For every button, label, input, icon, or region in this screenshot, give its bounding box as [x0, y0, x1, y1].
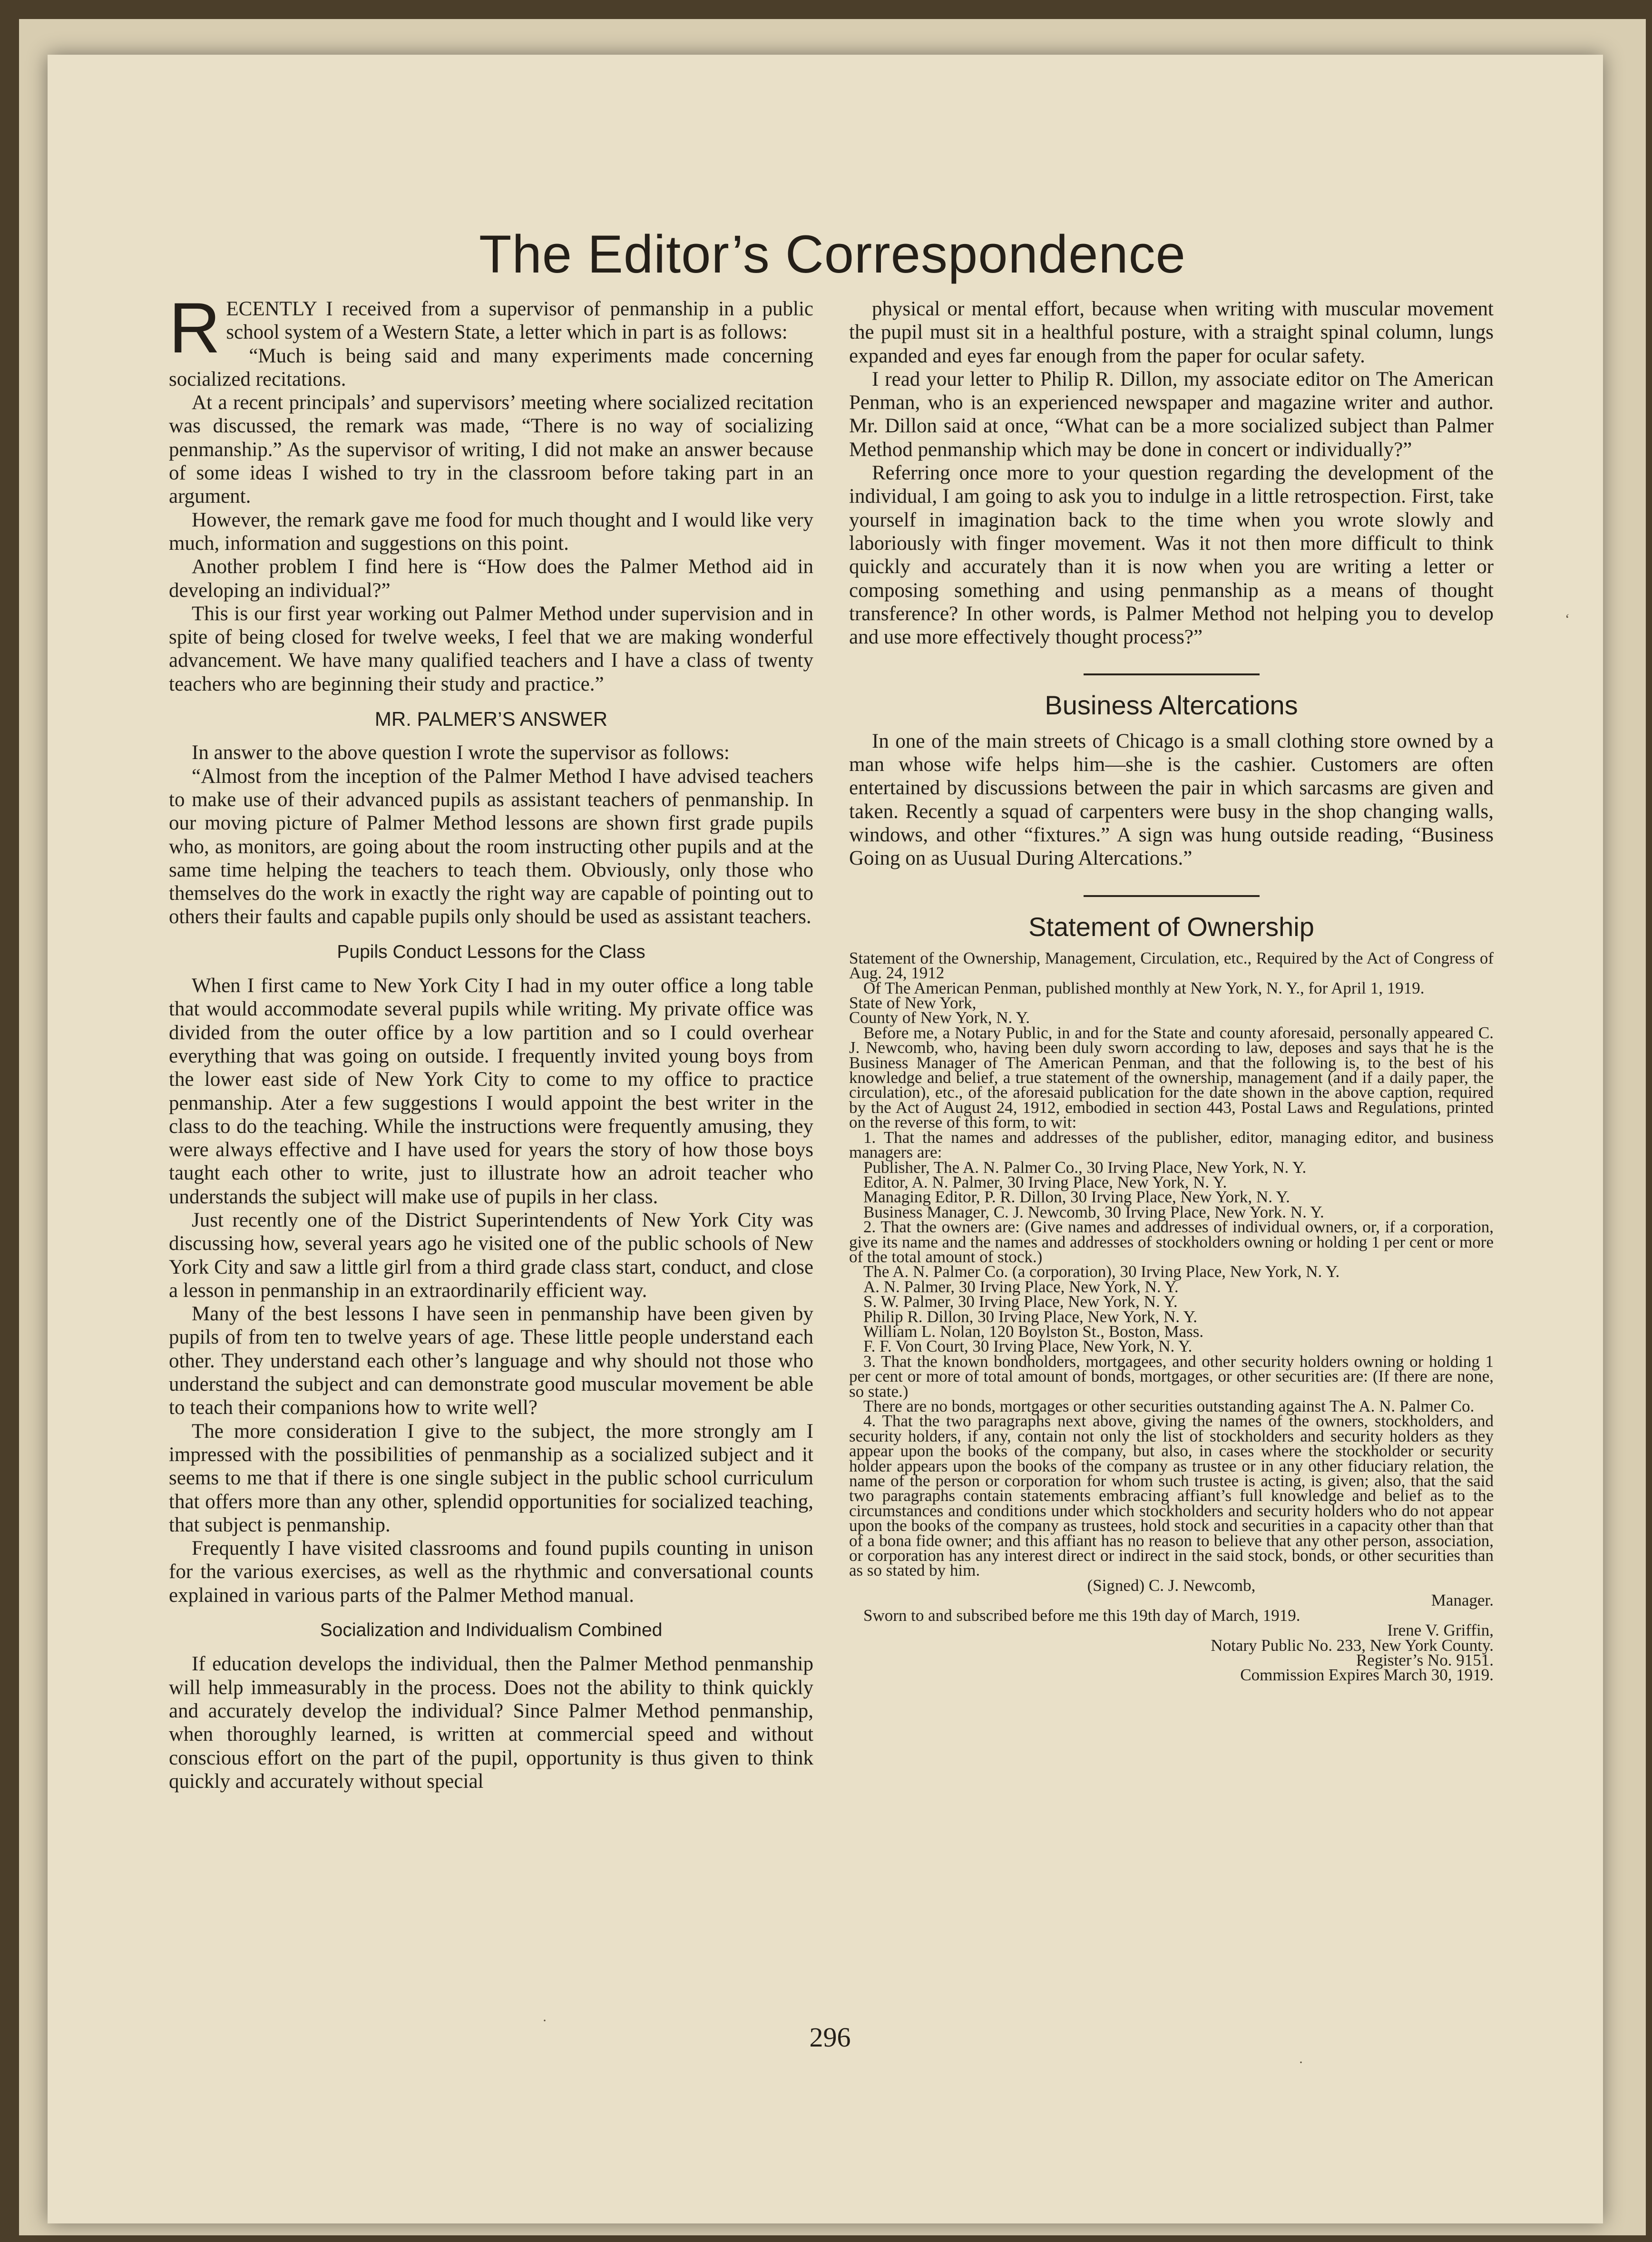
- paragraph: Referring once more to your question regarding the development of the individual, I am going to ask you to indulge in a little retrospection. First, take yourself in imagination back to the time when you wrote slowly and laboriously with finger movement. Was it not then more difficult to think quickly and accurately than it is now when you are writing a letter or composing something and using penmanship as a means of thought transference? In other words, is Palmer Method not helping you to develop and use more effectively thought process?”: [849, 462, 1494, 649]
- subheading-socialization: Socialization and Individualism Combined: [320, 1620, 663, 1641]
- statement-line: Statement of the Ownership, Management, Circulation, etc., Required by the Act of Congress of Aug. 24, 1912: [849, 948, 1494, 983]
- statement-line: F. F. Von Court, 30 Irving Place, New York, N. Y.: [863, 1337, 1193, 1356]
- commission-expiry: Commission Expires March 30, 1919.: [1240, 1666, 1494, 1685]
- heading-statement-of-ownership: Statement of Ownership: [1028, 911, 1314, 942]
- paragraph: I read your letter to Philip R. Dillon, my associate editor on The American Penman, who is an experienced newspaper and magazine writer and author. Mr. Dillon said at once, “What can be a more socialized subject than Palmer Method penmanship which may be done in concert or individually?”: [849, 368, 1494, 461]
- paragraph: “Almost from the inception of the Palmer Method I have advised teachers to make use of their advanced pupils as assistant teachers of penmanship. In our moving picture of Palmer Method lessons are shown first grade pupils who, as monitors, are going about the room instructing other pupils and at the same time helping the teachers to teach them. Obviously, only those who themselves do the work in exactly the right way are capable of pointing out to others their faults and capable pupils only should be used as assistant teachers.: [169, 765, 813, 928]
- notary-name: Irene V. Griffin,: [1387, 1621, 1494, 1640]
- divider-rule: [1084, 673, 1260, 675]
- statement-line: 1. That the names and addresses of the publisher, editor, managing editor, and business managers are:: [849, 1128, 1494, 1162]
- paragraph: Frequently I have visited classrooms and found pupils counting in unison for the various exercises, as well as the rhythmic and conversational counts explained in various parts of the Palmer Method manual.: [169, 1537, 813, 1607]
- print-speck: ·: [542, 2013, 547, 2028]
- statement-line: S. W. Palmer, 30 Irving Place, New York, N. Y.: [863, 1292, 1178, 1311]
- statement-line: 3. That the known bondholders, mortgagees, and other security holders owning or holding 1 per cent or more of total amount of bonds, mortgages, or other securities are: (If there are none, so state.): [849, 1352, 1494, 1401]
- paragraph: Another problem I find here is “How does the Palmer Method aid in developing an individual?”: [169, 556, 813, 602]
- statement-line: 4. That the two paragraphs next above, giving the names of the owners, stockholders, and security holders, if any, contain not only the list of stockholders and security holders as they appear upon the books of the company, but also, in cases where the stockholder or security holder appears upon the books of the company as trustee or in any other fiduciary relation, the name of the person or corporation for whom such trustee is acting, is given; also, that the said two paragraphs contain statements embracing affiant’s full knowledge and belief as to the circumstances and conditions under which stockholders and security holders who do not appear upon the books of the company as trustees, hold stock and securities in a capacity other than that of a bona fide owner; and this affiant has no reason to believe that any other person, association, or corporation has any interest direct or indirect in the said stock, bonds, or other securities than as so stated by him.: [849, 1412, 1494, 1580]
- paragraph: At a recent principals’ and supervisors’ meeting where socialized recitation was discussed, the remark was made, “There is no way of socializing penmanship.” As the supervisor of writing, I did not make an answer because of some ideas I wished to try in the classroom before taking part in an argument.: [169, 391, 813, 508]
- opening-text: ECENTLY I received from a supervisor of penmanship in a public school system of a Western State, a letter which in part is as follows:: [226, 298, 813, 344]
- statement-line: Publisher, The A. N. Palmer Co., 30 Irving Place, New York, N. Y.: [863, 1158, 1307, 1177]
- paragraph: When I first came to New York City I had in my outer office a long table that would accommodate several pupils while writing. My private office was divided from the outer office by a low partition and so I could overhear everything that was going on outside. I frequently invited young boys from the lower east side of New York City to come to my office to practice penmanship. Ater a few suggestions I would appoint the best writer in the class to do the teaching. While the instructions were frequently amusing, they were always effective and I have used for years the story of how those boys taught each other to write, just to illustrate how an adroit teacher who understands the subject will make use of pupils in her class.: [169, 975, 813, 1208]
- statement-line: Before me, a Notary Public, in and for the State and county aforesaid, personally appeared C. J. Newcomb, who, having been duly sworn according to law, deposes and says that he is the Business Manager of The American Penman, and that the following is, to the best of his knowledge and belief, a true statement of the ownership, management (and if a daily paper, the circulation), etc., of the aforesaid publication for the date shown in the above caption, required by the Act of August 24, 1912, embodied in section 443, Postal Laws and Regulations, printed on the reverse of this form, to wit:: [849, 1023, 1494, 1132]
- paragraph: Many of the best lessons I have seen in penmanship have been given by pupils of from ten to twelve years of age. These little people understand each other. They understand each other’s language and why should not those who understand the subject and can demonstrate good muscular movement be able to teach their companions how to write well?: [169, 1303, 813, 1419]
- page-title: The Editor’s Correspondence: [479, 224, 1186, 284]
- paragraph: However, the remark gave me food for much thought and I would like very much, information and suggestions on this point.: [169, 508, 813, 555]
- paragraph: Just recently one of the District Superintendents of New York City was discussing how, several years ago he visited one of the public schools of New York City and saw a little girl from a third grade class start, conduct, and close a lesson in penmanship in an extraordinarily efficient way.: [169, 1209, 813, 1302]
- heading-business-altercations: Business Altercations: [1045, 690, 1298, 721]
- left-column: [169, 288, 813, 1793]
- paragraph: In answer to the above question I wrote the supervisor as follows:: [192, 741, 730, 764]
- paragraph: “Much is being said and many experiments made concerning socialized recitations.: [169, 344, 813, 390]
- ownership-statement: [849, 948, 1494, 1685]
- paragraph: This is our first year working out Palmer Method under supervision and in spite of being closed for twelve weeks, I feel that we are making wonderful advancement. We have many qualified teachers and I have a class of twenty teachers who are beginning their study and practice.”: [169, 602, 813, 695]
- statement-line: Editor, A. N. Palmer, 30 Irving Place, New York, N. Y.: [863, 1172, 1227, 1191]
- paragraph: physical or mental effort, because when writing with muscular movement the pupil must sit in a healthful posture, with a straight spinal column, lungs expanded and eyes far enough from the paper for ocular safety.: [849, 298, 1494, 367]
- paragraph: The more consideration I give to the subject, the more strongly am I impressed with the possibilities of penmanship as a socialized subject and it seems to me that if there is one single subject in the public school curriculum that offers more than any other, splendid opportunities for socialized teaching, that subject is penmanship.: [169, 1420, 813, 1536]
- print-speck: ‘: [1565, 611, 1570, 627]
- register-number: Register’s No. 9151.: [1356, 1650, 1494, 1669]
- statement-line: 2. That the owners are: (Give names and addresses of individual owners, or, if a corporation, give its name and the names and addresses of stockholders owning or holding 1 per cent or more of the total amount of stock.): [849, 1218, 1494, 1266]
- notary-number: Notary Public No. 233, New York County.: [1211, 1636, 1494, 1655]
- divider-rule: [1084, 895, 1260, 897]
- print-speck: ·: [1299, 2055, 1303, 2070]
- sworn-line: Sworn to and subscribed before me this 19th day of March, 1919.: [863, 1606, 1300, 1625]
- subheading-answer: MR. PALMER’S ANSWER: [374, 708, 608, 731]
- statement-line: William L. Nolan, 120 Boylston St., Boston, Mass.: [863, 1322, 1204, 1341]
- paragraph: If education develops the individual, then the Palmer Method penmanship will help immeasurably in the process. Does not the ability to think quickly and accurately develop the individual? Since Palmer Method penmanship, when thoroughly learned, is written at commercial speed and without conscious effort on the part of the pupil, opportunity is thus given to think quickly and accurately without special: [169, 1653, 813, 1793]
- statement-line: The A. N. Palmer Co. (a corporation), 30 Irving Place, New York, N. Y.: [863, 1262, 1340, 1281]
- statement-line: State of New York,: [849, 994, 977, 1013]
- paragraph: In one of the main streets of Chicago is a small clothing store owned by a man whose wife helps him—she is the cashier. Customers are often entertained by discussions between the pair in which sarcasms are given and taken. Recently a squad of carpenters were busy in the shop changing walls, windows, and other “fixtures.” A sign was hung outside reading, “Business Going on as Uusual During Altercations.”: [849, 730, 1494, 870]
- statement-line: A. N. Palmer, 30 Irving Place, New York, N. Y.: [863, 1277, 1179, 1296]
- statement-line: Philip R. Dillon, 30 Irving Place, New York, N. Y.: [863, 1307, 1197, 1326]
- statement-line: Managing Editor, P. R. Dillon, 30 Irving Place, New York, N. Y.: [863, 1188, 1290, 1207]
- statement-line: Of The American Penman, published monthly at New York, N. Y., for April 1, 1919.: [863, 978, 1425, 997]
- statement-line: County of New York, N. Y.: [849, 1008, 1030, 1027]
- statement-line: Business Manager, C. J. Newcomb, 30 Irving Place, New York. N. Y.: [863, 1202, 1324, 1221]
- page-number: 296: [809, 2022, 851, 2053]
- drop-cap: R: [169, 288, 221, 368]
- subheading-pupils: Pupils Conduct Lessons for the Class: [337, 941, 645, 962]
- right-column: [849, 297, 1494, 1683]
- statement-line: There are no bonds, mortgages or other securities outstanding against The A. N. Palmer Co.: [863, 1397, 1475, 1416]
- signature-title: Manager.: [1431, 1591, 1494, 1610]
- signature-line: (Signed) C. J. Newcomb,: [1087, 1576, 1256, 1595]
